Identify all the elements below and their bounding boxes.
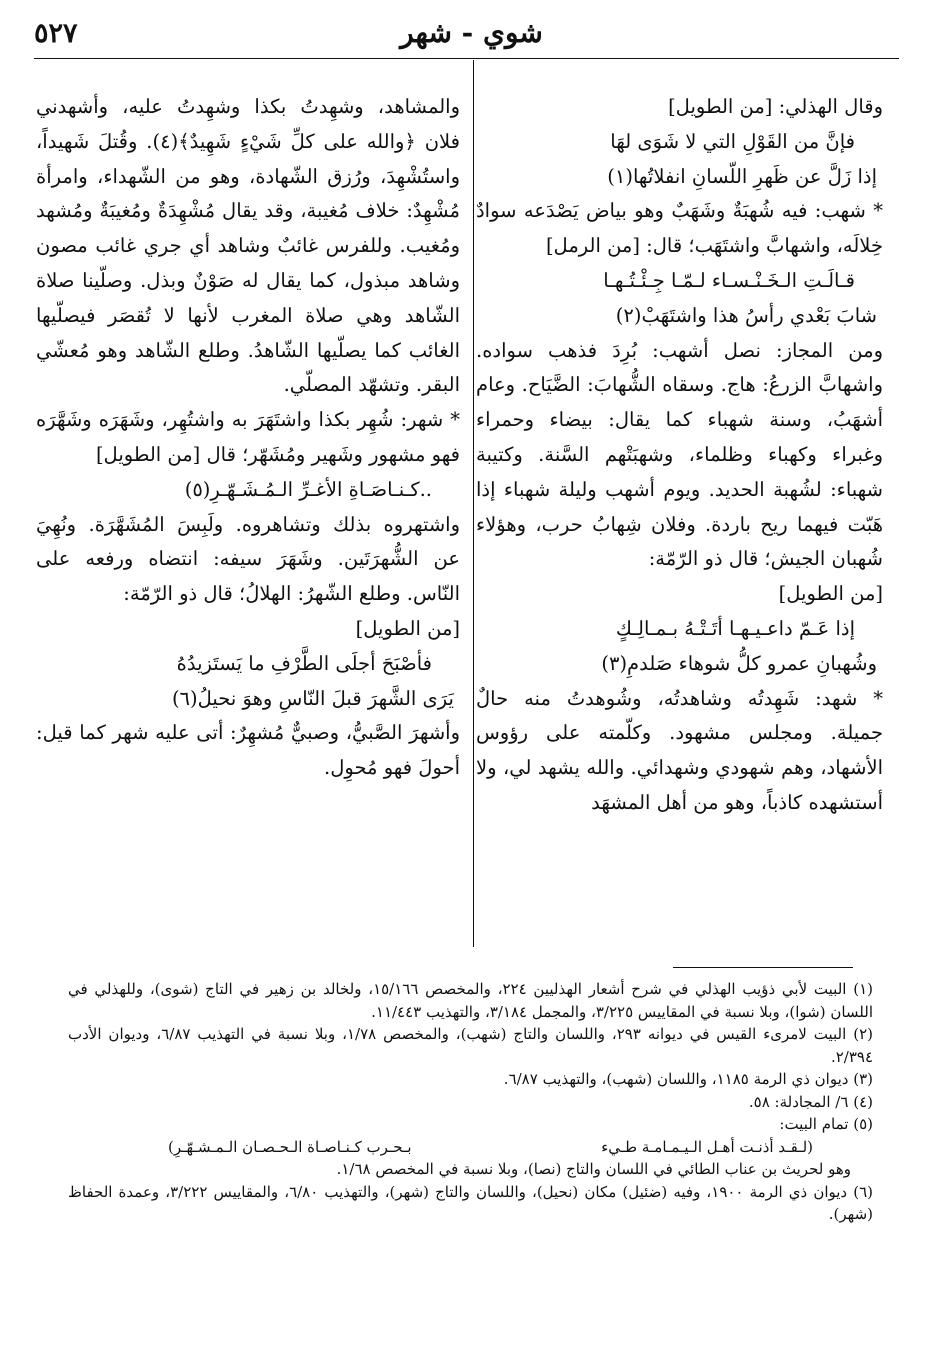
footnote	[68, 1158, 873, 1181]
column-divider	[473, 60, 474, 947]
paragraph: ومن المجاز: نصل أشهب: بُرِدَ فذهب سواده. واشهابَّ الزرعُ: هاج. وسقاه الشُّهابَ: الضَّيَاح. وعام أشهَبُ، وسنة شهباء كما يقال: بيضاء وحمراء وغبراء وكهباء وظلماء، وشهبَتْهم السَّنة. وكتيبة شهباء: لشُهبة الحديد. ويوم أشهب وليلة شهباء إذا هَبّت فيهما ريح باردة. وفلان شِهابُ حرب، وهؤلاء شُهبان الجيش؛ قال ذو الرّمّة:	[476, 338, 883, 571]
footnote-number: (٢)	[853, 1025, 873, 1043]
verse-line: يَرَى الشَّهرَ قبلَ النّاسِ وهوَ نحيلُ(٦)	[171, 686, 454, 710]
verse-line: شابَ بَعْدي رأسُ هذا واشتَهَبْ(٢)	[615, 303, 877, 327]
paragraph: والمشاهد، وشهِدتُ بكذا وشهِدتُ عليه، وأشهدني فلان ﴿والله على كلِّ شَيْءٍ شَهِيدٌ﴾(٤). وقُتلَ شَهيداً، واستُشْهِدَ، ورُزق الشّهادة، وهو من الشّهداء، وامرأة مُشْهِدٌ: خلاف مُغيبة، وقد يقال مُشْهِدَةٌ ومُغيبَةٌ ومُشهد ومُغيب. وللفرس غائبٌ وشاهد أي جري غائب مصون وشاهد مبذول، كما يقال له صَوْنٌ وبذل. وصلّينا صلاة الشّاهد وهي صلاة المغرب لأنها لا تُقصَر فيصلّيها الغائب كما يصلّيها الشّاهدُ. وطلع الشّاهد وهو مُعشّي البقر. وتشهّد المصلّي.	[36, 95, 460, 397]
page-number: ٥٢٧	[34, 18, 78, 49]
right-column	[476, 90, 883, 821]
paragraph: وأشهرَ الصَّبيُّ، وصبيٌّ مُشهِرٌ: أتى عليه شهر كما قيل: أحولَ فهو مُحوِل.	[36, 721, 460, 780]
running-title: شوي - شهر	[400, 16, 543, 49]
footnote-text: تمام البيت:	[779, 1115, 849, 1133]
footnote-text: البيت لامرىء القيس في ديوانه ٢٩٣، واللسان والتاج (شهب)، والمخصص ١/٧٨، وبلا نسبة في التهذيب ٦/٨٧، وديوان الأدب ٢/٣٩٤.	[68, 1025, 873, 1066]
paragraph: * شهد: شَهِدتُه وشاهدتُه، وشُوهدتُ منه حالٌ جميلة. ومجلس مشهود. وكلّمته على رؤوس الأشهاد، وهم شهودي وشهدائي. والله يشهد لي، ولا أستشهده كاذباً، وهو من أهل المشهَد	[476, 686, 883, 814]
footnote	[68, 978, 873, 1023]
footnote-text: ٦/ المجادلة: ٥٨.	[748, 1092, 849, 1111]
verse-line: فأصْبَحَ أجلَى الطَّرْفِ ما يَستَزيدُهُ	[176, 651, 432, 675]
footnote-number: (١)	[853, 980, 873, 998]
footnote-number: (٣)	[853, 1070, 873, 1088]
footnote-text: ديوان ذي الرمة ١١٨٥، واللسان (شهب)، والتهذيب ٦/٨٧.	[503, 1070, 849, 1088]
footnote-number: (٦)	[853, 1182, 873, 1201]
footnote-text: ديوان ذي الرمة ١٩٠٠، وفيه (ضئيل) مكان (نحيل)، واللسان والتاج (شهر)، والتهذيب ٦/٨٠، والمقاييس ٣/٢٢٢، وعمدة الحفاظ (شهر).	[68, 1182, 873, 1223]
verse-line: وشُهبانِ عمرو كلُّ شوهاء صَلدمِ(٣)	[601, 651, 877, 675]
footnote	[68, 1023, 873, 1068]
verse-line: قـالَـتِ الـخَـنْـسـاء لـمّـا جِـئْـتُـهـا	[603, 268, 855, 292]
meter-label: [من الطويل]	[778, 582, 883, 606]
footnote	[68, 1113, 873, 1136]
meter-label: [من الطويل]	[355, 616, 460, 640]
footnote	[68, 1181, 873, 1226]
footnote-text: وهو لحريث بن عناب الطائي في اللسان والتاج (نصا)، وبلا نسبة في المخصص ١/٦٨.	[336, 1160, 851, 1178]
verse-line: إذا زَلَّ عن ظَهرِ اللّسانِ انفلاتُها(١)	[607, 164, 877, 188]
paragraph: * شهب: فيه شُهبَةٌ وشَهَبٌ وهو بياض يَصْدَعه سوادٌ خِلالَه، واشهابَّ واشتَهَب؛ قال: [من الرمل]	[476, 199, 883, 258]
footnote-rule	[673, 967, 853, 968]
footnote-text: البيت لأبي ذؤيب الهذلي في شرح أشعار الهذليين ٢٢٤، والمخصص ١٥/١٦٦، ولخالد بن زهير في التاج (شوى)، وللهذلي في اللسان (شوا)، وبلا نسبة في المقاييس ٣/٢٢٥، والمجمل ٣/١٨٤، والتهذيب ١١/٤٤٣.	[68, 980, 873, 1021]
page-header	[28, 14, 915, 54]
footnote-verse-hemistich: بـحـرب كـنـاصـاة الـحـصـان الـمـشـهّـرِ)	[168, 1137, 412, 1156]
footnote	[68, 1068, 873, 1091]
verse-line: إذا عَـمّ داعـيـهـا أتَـتْـهُ بـمـالِـكٍ	[615, 616, 855, 640]
footnote-verse-hemistich: (لـقـد أذنـت أهـل الـيـمـامـة طـيء	[601, 1137, 813, 1156]
footnote-verse	[68, 1136, 873, 1159]
footnotes	[68, 978, 873, 1226]
footnote-number: (٥)	[853, 1115, 873, 1133]
paragraph: وقال الهذلي: [من الطويل]	[668, 95, 883, 118]
left-column	[36, 90, 460, 786]
verse-line: ..كـنـاصَـاةِ الأغـرِّ الـمُـشَـهّـرِ(٥)	[184, 477, 432, 501]
paragraph: واشتهروه بذلك وتشاهروه. ولَبِسَ المُشَهَّرَة. ونُهِيَ عن الشُّهرَتَين. وشَهَرَ سيفه: انتضاه ورفعه على النّاس. وطلع الشّهرُ: الهلالُ؛ قال ذو الرّمّة:	[36, 512, 460, 606]
header-rule	[34, 58, 899, 59]
footnote-number: (٤)	[853, 1092, 873, 1111]
footnote	[68, 1091, 873, 1114]
verse-line: فإنَّ من القَوْلِ التي لا شَوَى لهَا	[610, 129, 855, 153]
paragraph: * شهر: شُهِر بكذا واشتَهَرَ به واشتُهِر، وشَهَرَه وشَهَّرَه فهو مشهور وشَهير ومُشَهّر؛ قال [من الطويل]	[36, 408, 460, 466]
